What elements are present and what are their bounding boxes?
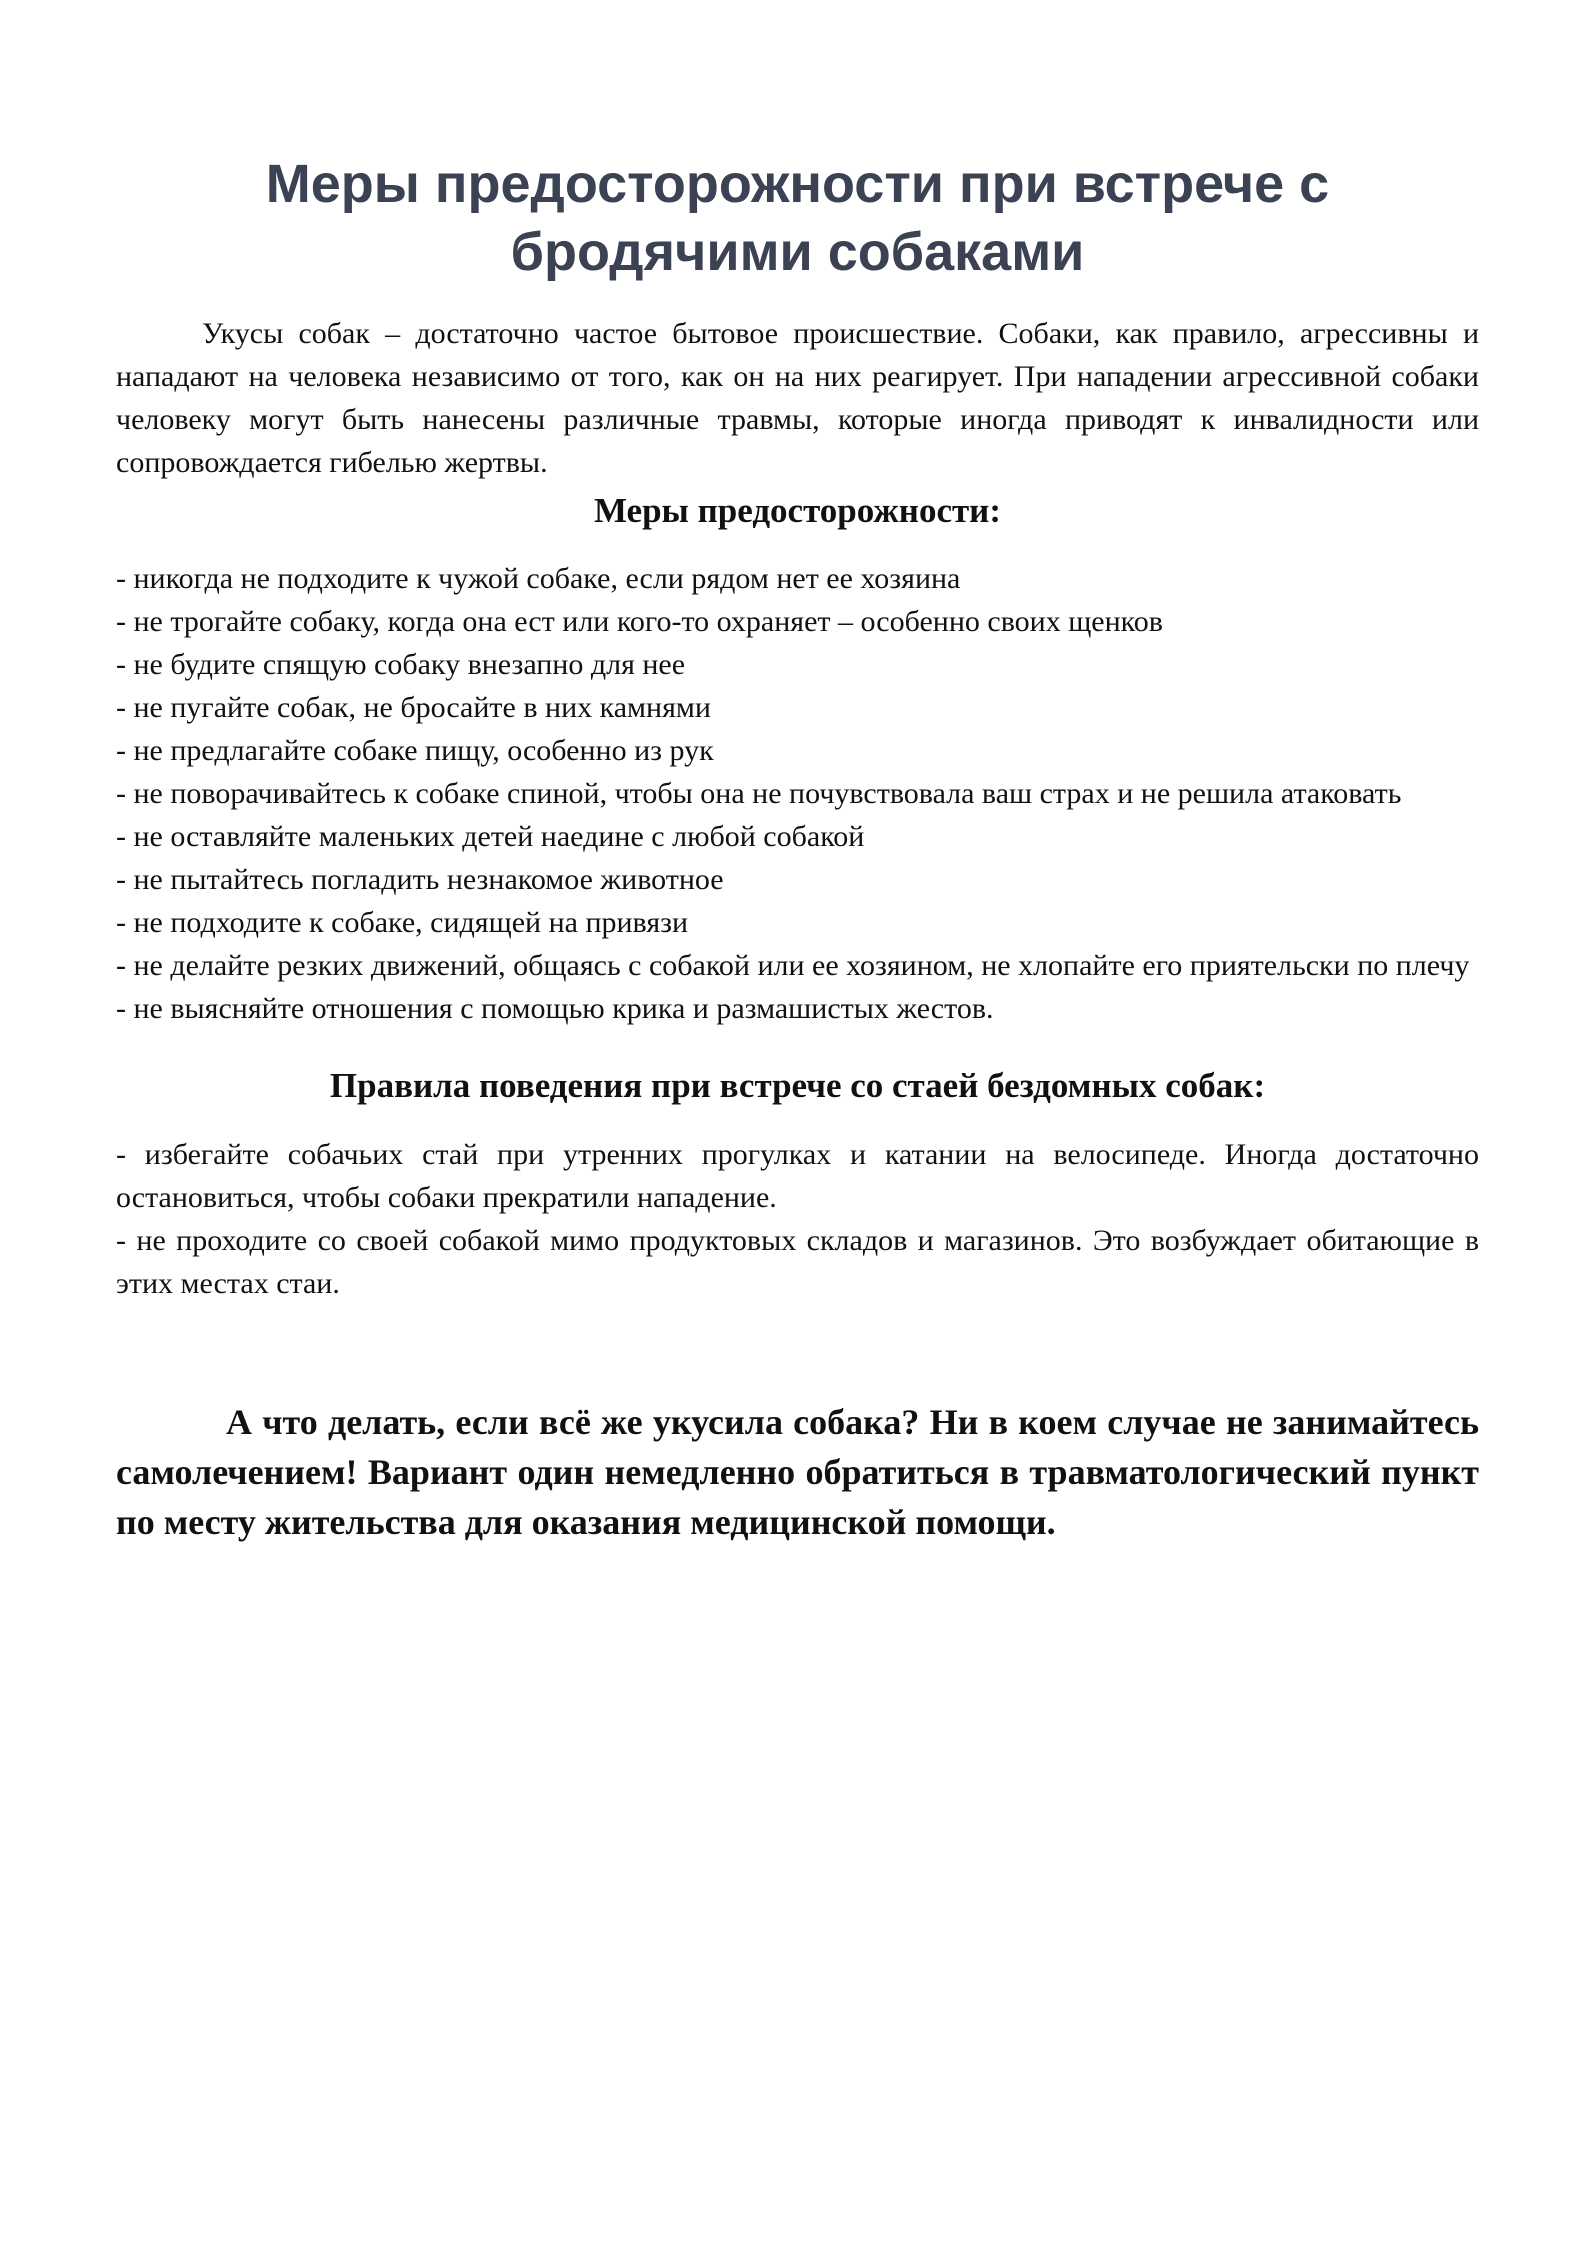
- page-title: Меры предосторожности при встрече с бродячими собаками: [265, 154, 1330, 282]
- document-body: [116, 150, 1479, 1547]
- list-item: - не трогайте собаку, когда она ест или кого-то охраняет – особенно своих щенков: [116, 605, 1163, 638]
- pack-rules-heading: Правила поведения при встрече со стаей бездомных собак:: [329, 1066, 1266, 1105]
- pack-rules-list: [116, 1133, 1479, 1305]
- list-item: - не будите спящую собаку внезапно для нее: [116, 648, 686, 681]
- precautions-heading: Меры предосторожности:: [593, 491, 1001, 530]
- list-item: - не поворачивайтесь к собаке спиной, чтобы она не почувствовала ваш страх и не решила атаковать: [116, 777, 1402, 810]
- list-item: - не оставляйте маленьких детей наедине с любой собакой: [116, 820, 865, 853]
- list-item: - не предлагайте собаке пищу, особенно из рук: [116, 734, 714, 767]
- list-item: - никогда не подходите к чужой собаке, если рядом нет ее хозяина: [116, 562, 961, 595]
- list-item: - не проходите со своей собакой мимо продуктовых складов и магазинов. Это возбуждает обитающие в этих местах стаи.: [116, 1224, 1479, 1300]
- list-item: - не выясняйте отношения с помощью крика и размашистых жестов.: [116, 992, 994, 1025]
- list-item: - не делайте резких движений, общаясь с собакой или ее хозяином, не хлопайте его приятельски по плечу: [116, 949, 1470, 982]
- list-item: - не пытайтесь погладить незнакомое животное: [116, 863, 724, 896]
- intro-paragraph: Укусы собак – достаточно частое бытовое происшествие. Собаки, как правило, агрессивны и нападают на человека независимо от того, как он на них реагирует. При нападении агрессивной собаки человеку могут быть нанесены различные травмы, которые иногда приводят к инвалидности или сопровождается гибелью жертвы.: [116, 317, 1479, 479]
- bite-advice-paragraph: А что делать, если всё же укусила собака? Ни в коем случае не занимайтесь самолечением! Вариант один немедленно обратиться в травматологический пункт по месту жительства для оказания медицинской помощи.: [116, 1402, 1479, 1542]
- list-item: - избегайте собачьих стай при утренних прогулках и катании на велосипеде. Иногда достаточно остановиться, чтобы собаки прекратили нападение.: [116, 1138, 1479, 1214]
- precautions-list: [116, 557, 1479, 1030]
- list-item: - не пугайте собак, не бросайте в них камнями: [116, 691, 711, 724]
- list-item: - не подходите к собаке, сидящей на привязи: [116, 906, 689, 939]
